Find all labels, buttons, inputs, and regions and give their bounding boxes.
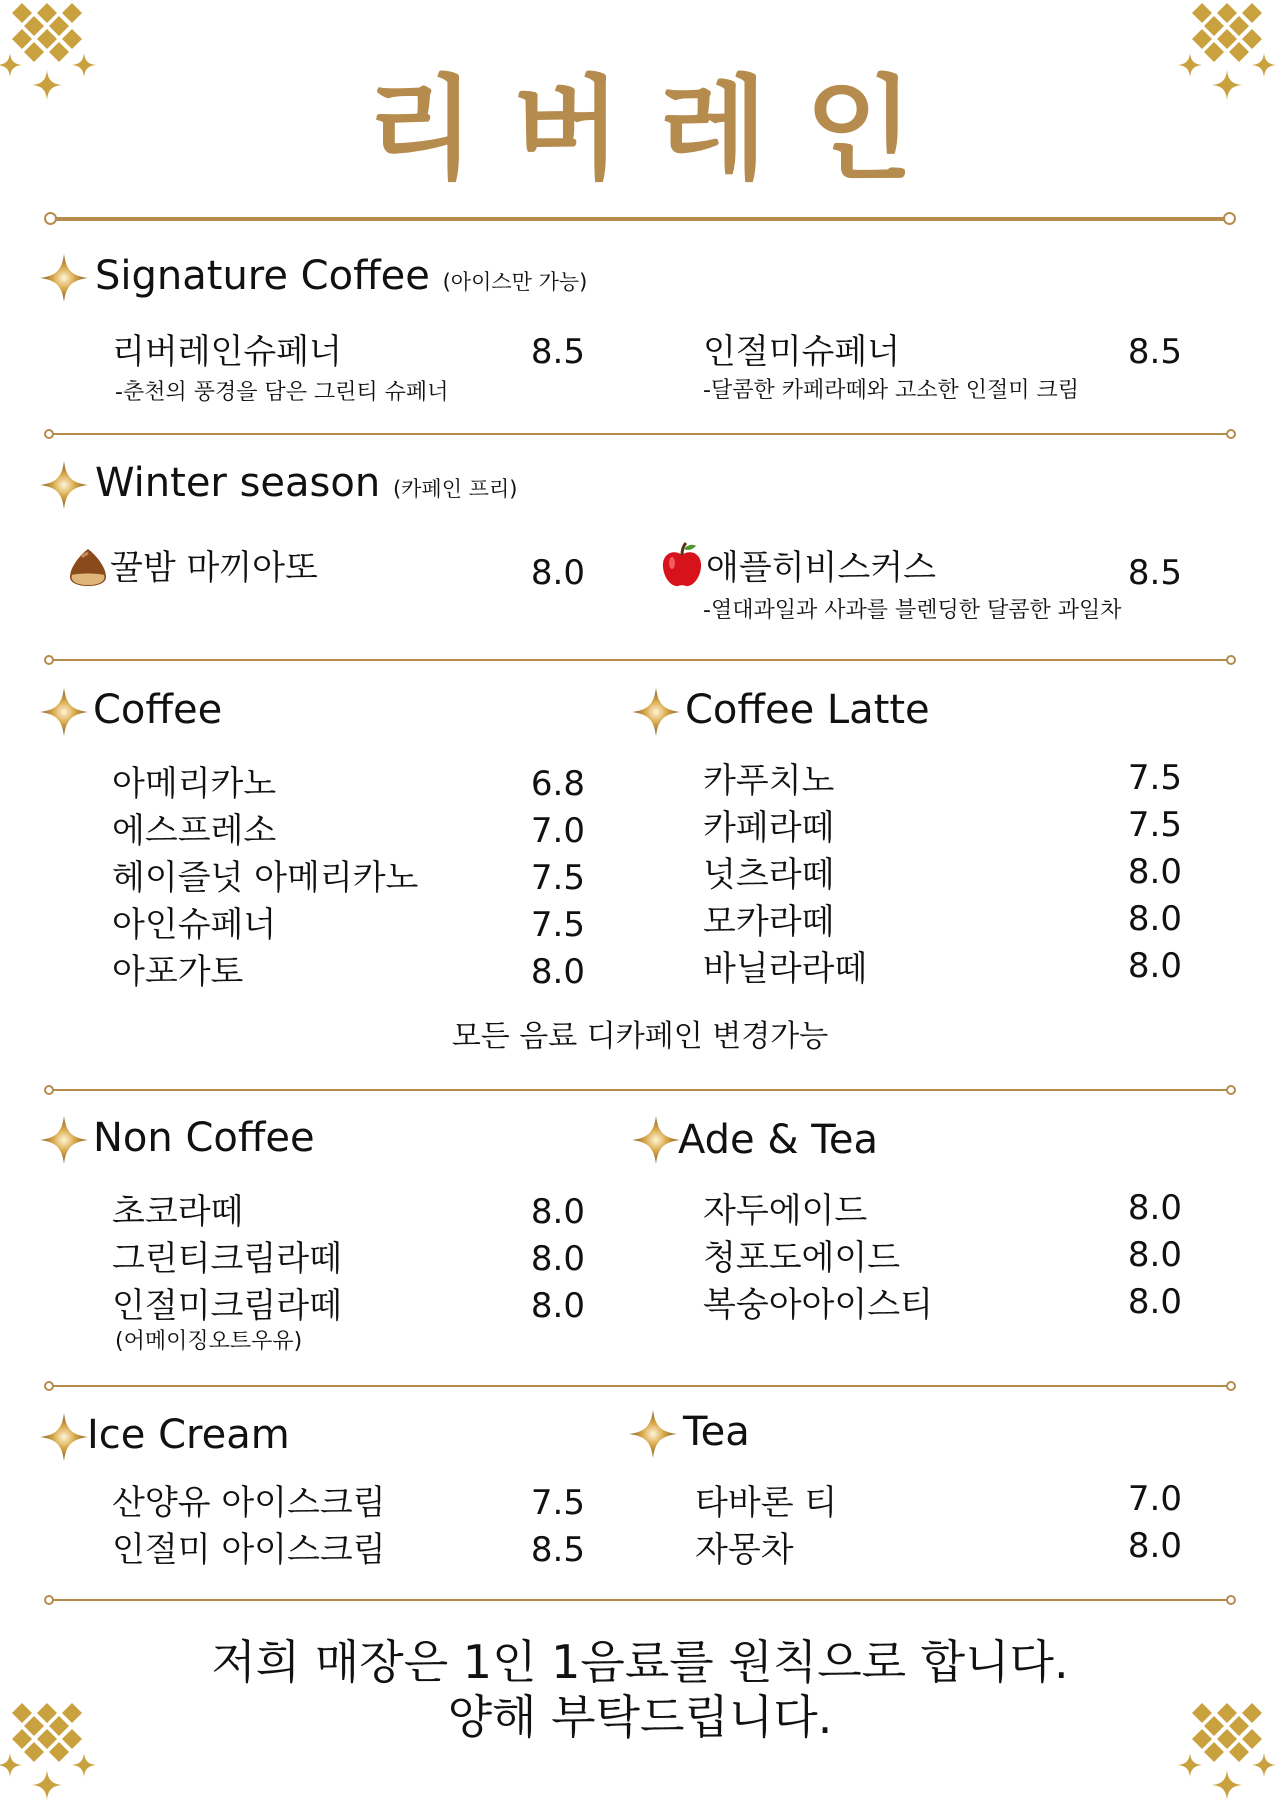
menu-item-name: 아메리카노 xyxy=(112,764,277,804)
menu-item-name: 타바론 티 xyxy=(695,1483,838,1523)
menu-item-name: 아포가토 xyxy=(112,952,244,992)
menu-item-price: 7.5 xyxy=(530,905,585,945)
sparkle-icon xyxy=(630,686,682,738)
section-title-winter xyxy=(95,457,517,515)
menu-item-name: 산양유 아이스크림 xyxy=(112,1483,386,1523)
decaf-notice: 모든 음료 디카페인 변경가능 xyxy=(451,1019,829,1054)
menu-item-name: 청포도에이드 xyxy=(703,1238,901,1278)
menu-item-name: 그린티크림라떼 xyxy=(112,1239,342,1279)
menu-item-price: 8.0 xyxy=(1127,1188,1182,1228)
menu-item-name: 바닐라라떼 xyxy=(703,949,868,989)
section-title-text: Winter season xyxy=(95,460,381,506)
menu-item-name: 인절미슈페너 xyxy=(703,332,901,372)
menu-item-name: 인절미크림라떼 xyxy=(112,1286,342,1326)
menu-item-name: 애플히비스커스 xyxy=(706,548,936,588)
menu-item-description: -열대과일과 사과를 블렌딩한 달콤한 과일차 xyxy=(703,598,1122,623)
menu-item-name: 에스프레소 xyxy=(112,811,277,851)
divider xyxy=(50,433,1230,435)
section-note: (아이스만 가능) xyxy=(442,270,588,294)
apple-icon xyxy=(660,541,704,589)
menu-item-description: (어메이징오트우유) xyxy=(115,1329,303,1354)
menu-item-name: 복숭아아이스티 xyxy=(703,1285,933,1325)
menu-item-price: 8.0 xyxy=(530,553,585,593)
sparkle-icon xyxy=(38,1411,90,1463)
menu-item-name: 자두에이드 xyxy=(703,1191,868,1231)
menu-item-name: 꿀밤 마끼아또 xyxy=(110,548,318,588)
menu-item-description: -달콤한 카페라떼와 고소한 인절미 크림 xyxy=(703,378,1079,403)
menu-item-name: 카푸치노 xyxy=(703,761,835,801)
footer-notice-line2: 양해 부탁드립니다. xyxy=(447,1690,833,1744)
menu-item-price: 8.0 xyxy=(1127,899,1182,939)
menu-item-name: 모카라떼 xyxy=(703,902,835,942)
menu-item-price: 7.5 xyxy=(1127,805,1182,845)
menu-item-price: 8.5 xyxy=(530,332,585,372)
section-title-ade-tea: Ade & Tea xyxy=(678,1117,879,1163)
divider xyxy=(50,659,1230,661)
menu-item-name: 넛츠라떼 xyxy=(703,855,835,895)
menu-item-price: 8.5 xyxy=(1127,553,1182,593)
menu-item-price: 8.0 xyxy=(1127,1235,1182,1275)
menu-item-price: 6.8 xyxy=(530,764,585,804)
menu-item-name: 아인슈페너 xyxy=(112,905,277,945)
sparkle-icon xyxy=(38,252,90,304)
menu-item-name: 카페라떼 xyxy=(703,808,835,848)
menu-item-description: -춘천의 풍경을 담은 그린티 슈페너 xyxy=(115,380,449,405)
section-title-text: Signature Coffee xyxy=(95,253,430,299)
menu-item-name: 초코라떼 xyxy=(112,1192,244,1232)
section-title-ice-cream: Ice Cream xyxy=(87,1412,290,1458)
menu-item-name: 헤이즐넛 아메리카노 xyxy=(112,858,419,898)
menu-item-price: 7.0 xyxy=(530,811,585,851)
menu-item-price: 7.5 xyxy=(1127,758,1182,798)
sparkle-icon xyxy=(627,1408,679,1460)
menu-item-price: 8.0 xyxy=(530,1192,585,1232)
menu-item-price: 8.0 xyxy=(1127,1526,1182,1566)
menu-item-price: 8.0 xyxy=(1127,1282,1182,1322)
section-title-signature xyxy=(95,250,587,308)
section-title-non-coffee: Non Coffee xyxy=(93,1115,315,1161)
sparkle-icon xyxy=(630,1114,682,1166)
menu-item-name: 인절미 아이스크림 xyxy=(112,1530,386,1570)
footer-notice-line1: 저희 매장은 1인 1음료를 원칙으로 합니다. xyxy=(211,1635,1069,1689)
menu-item-price: 8.0 xyxy=(530,952,585,992)
divider xyxy=(50,1089,1230,1091)
section-title-coffee-latte: Coffee Latte xyxy=(685,687,930,733)
menu-item-price: 8.0 xyxy=(530,1239,585,1279)
sparkle-icon xyxy=(38,1114,90,1166)
menu-item-price: 8.5 xyxy=(1127,332,1182,372)
sparkle-icon xyxy=(38,459,90,511)
menu-item-price: 7.5 xyxy=(530,1483,585,1523)
menu-item-price: 7.0 xyxy=(1127,1479,1182,1519)
divider xyxy=(50,1385,1230,1387)
menu-item-name: 자몽차 xyxy=(695,1530,794,1570)
divider xyxy=(50,1599,1230,1601)
menu-item-price: 8.0 xyxy=(1127,852,1182,892)
menu-item-name: 리버레인슈페너 xyxy=(112,332,342,372)
section-note: (카페인 프리) xyxy=(392,477,518,501)
divider xyxy=(50,217,1230,221)
menu-item-price: 8.0 xyxy=(1127,946,1182,986)
section-title-coffee: Coffee xyxy=(93,687,223,733)
sparkle-icon xyxy=(38,686,90,738)
menu-item-price: 8.0 xyxy=(530,1286,585,1326)
menu-item-price: 8.5 xyxy=(530,1530,585,1570)
chestnut-icon xyxy=(66,545,110,589)
menu-title: 리버레인 xyxy=(366,65,952,195)
section-title-tea: Tea xyxy=(683,1409,750,1455)
menu-item-price: 7.5 xyxy=(530,858,585,898)
